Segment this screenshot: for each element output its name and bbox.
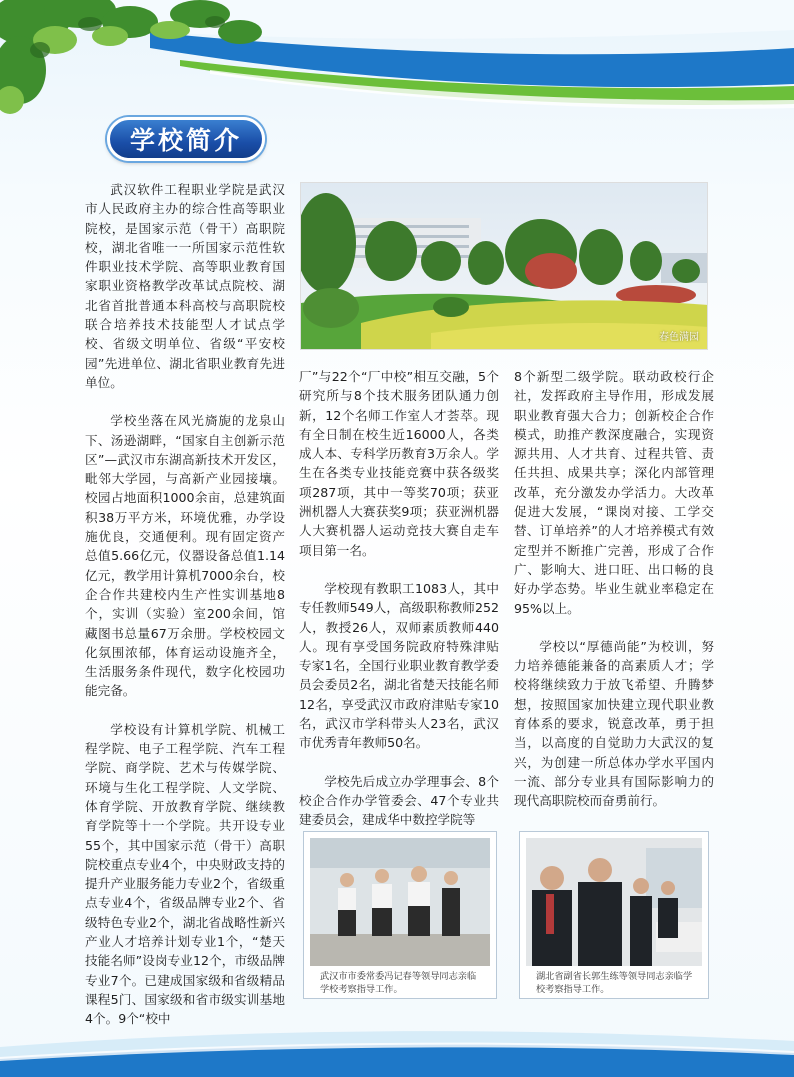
text-column-3 — [514, 367, 714, 830]
cooperation-paragraph: 厂”与22个“厂中校”相互交融，5个研究所与8个技术服务团队通力创新，12个名师工作室人才荟萃。现有全日制在校生近16000人，各类成人本、专科学历教育3万余人。学生在各类专业技能竞赛中获各级奖项287项，其中一等奖70项；获亚洲机器人大赛获奖9项；获亚洲机器人大赛机器人运动竞技大赛自走车项目第一名。 — [299, 369, 499, 558]
footer-swoosh-decoration — [0, 997, 794, 1077]
tree-leaves-decoration — [0, 0, 280, 120]
faculty-paragraph: 学校现有教职工1083人，其中专任教师549人，高级职称教师252人，教授26人，双师素质教师440人。现有享受国务院政府特殊津贴专家1名，全国行业职业教育教学委员会委员2名，湖北省楚天技能名师12名，享受武汉市政府津贴专家10名，武汉市学科带头人23名，武汉市优秀青年教师50名。 — [299, 580, 499, 751]
text-column-2 — [299, 367, 499, 849]
visit-photo-1-image — [310, 838, 490, 966]
visit-photo-1 — [303, 831, 497, 999]
visit-photo-2 — [519, 831, 709, 999]
visit-photo-2-caption: 湖北省副省长郭生练等领导同志亲临学校考察指导工作。 — [536, 971, 693, 995]
intro-paragraph: 武汉软件工程职业学院是武汉市人民政府主办的综合性高等职业院校，是国家示范（骨干）高职院校，湖北省唯一一所国家示范性软件职业技术学院、高等职业教育国家职业资格教学改革试点院校、湖北省首批普通本科高校与高职院校联合培养技术技能型人才试点学校、省级文明单位、省级“平安校园”先进单位、湖北省职业教育先进单位。 — [85, 182, 285, 390]
text-column-1 — [85, 180, 285, 1047]
motto-paragraph: 学校以“厚德尚能”为校训，努力培养德能兼备的高素质人才；学校将继续致力于放飞希望、升腾梦想，按照国家加快建立现代职业教育体系的要求，锐意改革，勇于担当，以高度的自觉助力大武汉的复兴，为创建一所总体办学水平国内一流、部分专业具有国际影响力的现代高职院校而奋勇前行。 — [514, 638, 714, 809]
departments-paragraph: 学校设有计算机学院、机械工程学院、电子工程学院、汽车工程学院、商学院、艺术与传媒学院、环境与生化工程学院、人文学院、体育学院、开放教育学院、继续教育学院等十一个学院。共开设专业55个，其中国家示范（骨干）高职院校重点专业4个，中央财政支持的提升产业服务能力专业2个，省级重点专业4个，省级品牌专业2个、省级特色专业2个，湖北省战略性新兴产业人才培养计划专业1个，“楚天技能名师”设岗专业12个，市级品牌专业7个。已建成国家级和省级精品课程5门、国家级和省市级实训基地4个。9个“校中 — [85, 721, 285, 1027]
reform-paragraph: 8个新型二级学院。联动政校行企社，发挥政府主导作用，形成发展职业教育强大合力；创新校企合作模式，助推产教深度融合，实现资源共用、人才共育、过程共管、责任共担、成果共享；深化内部管理改革，充分激发办学活力。大改革促进大发展，“课岗对接、工学交替、订单培养”的人才培养模式有效定型并不断推广完善，形成了合作广、影响大、进口旺、出口畅的良好办学态势。毕业生就业率稳定在95%以上。 — [514, 369, 714, 616]
visit-photo-1-caption: 武汉市市委常委冯记春等领导同志亲临学校考察指导工作。 — [320, 971, 477, 995]
section-title: 学校简介 — [107, 117, 265, 161]
campus-photo-caption: 春色满园 — [659, 332, 699, 343]
location-paragraph: 学校坐落在风光旖旎的龙泉山下、汤逊湖畔，“国家自主创新示范区”—武汉市东湖高新技术开发区，毗邻大学园，与高新产业园接壤。校园占地面积1000余亩，总建筑面积38万平方米，环境优雅，办学设施优良，交通便利。现有固定资产总值5.66亿元，仪器设备总值1.14亿元，教学用计算机7000余台，校企合作共建校内生产性实训基地8个，实训（实验）室200余间，馆藏图书总量67万余册。学校校园文化氛围浓郁，体育运动设施齐全，生活服务条件现代，数字化校园功能完备。 — [85, 413, 285, 699]
council-paragraph: 学校先后成立办学理事会、8个校企合作办学管委会、47个专业共建委员会，建成华中数控学院等 — [299, 773, 499, 828]
visit-photo-2-image — [526, 838, 702, 966]
campus-photo — [300, 182, 708, 350]
